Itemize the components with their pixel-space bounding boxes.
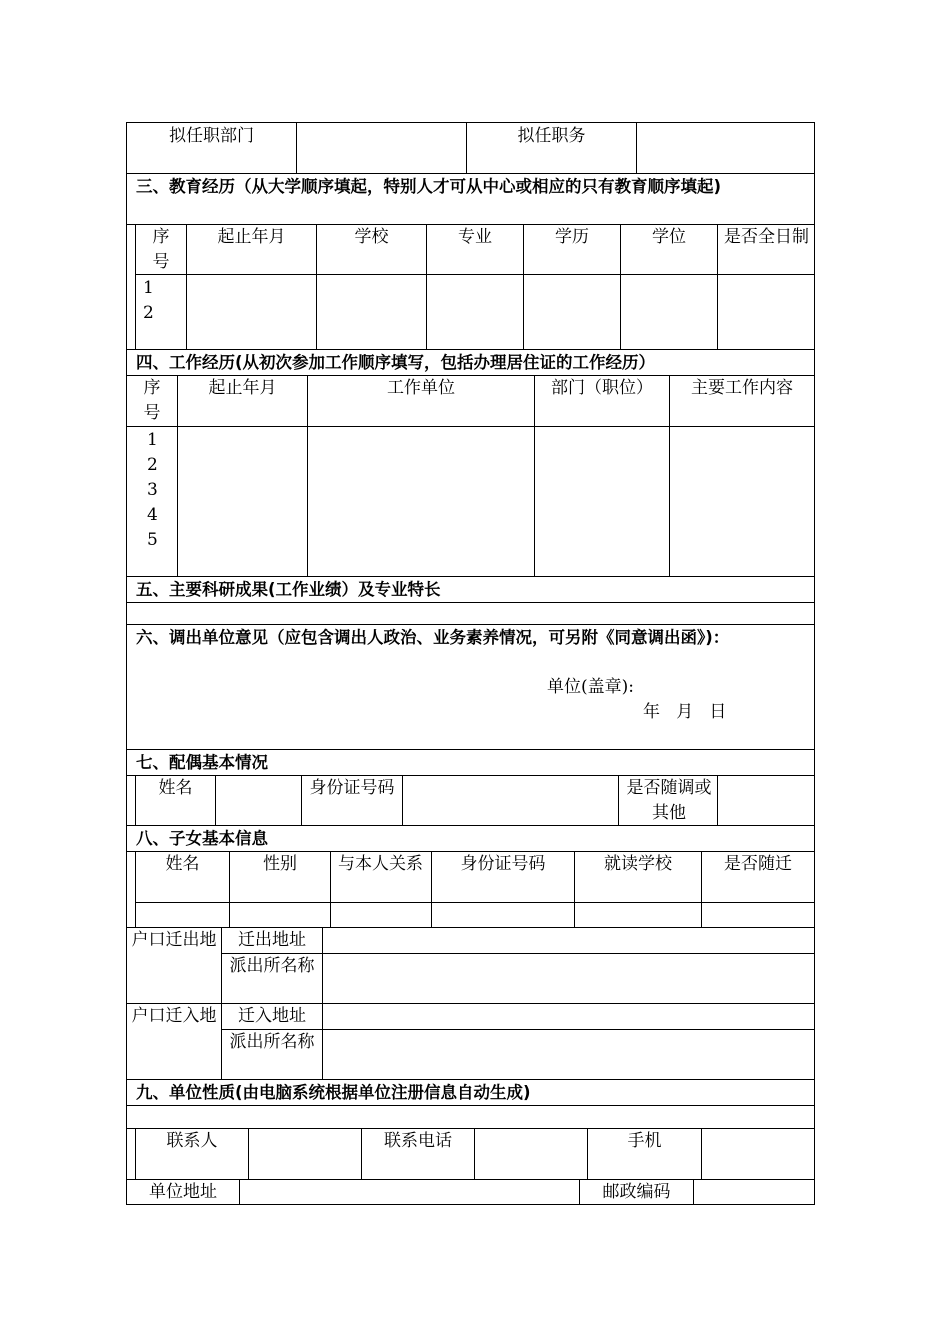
hukou-in-addr-label: 迁入地址 — [238, 1006, 306, 1026]
work-row-2: 2 — [147, 455, 158, 475]
child-col-name: 姓名 — [165, 854, 200, 874]
child-col-id: 身份证号码 — [460, 854, 546, 874]
contact-phone-label: 联系电话 — [384, 1131, 452, 1151]
children-heading: 八、子女基本信息 — [136, 829, 268, 848]
edu-row-2: 2 — [143, 303, 154, 323]
work-row-4: 4 — [147, 505, 158, 525]
date-label: 年 月 日 — [643, 702, 727, 722]
edu-col-index: 序号 — [152, 227, 170, 272]
education-heading: 三、教育经历（从大学顺序填起，特别人才可从中心或相应的只有教育顺序填起) — [136, 177, 722, 196]
edu-row-1: 1 — [143, 278, 154, 298]
work-col-content: 主要工作内容 — [691, 378, 793, 398]
mobile-label: 手机 — [627, 1131, 662, 1151]
work-row-3: 3 — [147, 480, 158, 500]
hukou-out-addr-label: 迁出地址 — [238, 930, 306, 950]
seal-label: 单位(盖章): — [547, 677, 634, 697]
edu-col-period: 起止年月 — [217, 227, 286, 247]
hukou-out-police-label: 派出所名称 — [229, 956, 315, 976]
work-row-5: 5 — [147, 530, 158, 550]
spouse-name-label: 姓名 — [158, 778, 193, 798]
work-col-index: 序号 — [143, 378, 161, 423]
hukou-out-label: 户口迁出地 — [131, 930, 217, 950]
unit-address-label: 单位地址 — [149, 1182, 217, 1202]
work-heading: 四、工作经历(从初次参加工作顺序填写，包括办理居住证的工作经历） — [136, 353, 656, 372]
achievements-heading: 五、主要科研成果(工作业绩）及专业特长 — [136, 580, 441, 599]
work-col-dept: 部门（职位） — [551, 378, 653, 398]
hukou-in-label: 户口迁入地 — [131, 1006, 217, 1026]
child-col-school: 就读学校 — [604, 854, 672, 874]
child-col-follow: 是否随迁 — [724, 854, 792, 874]
hukou-in-police-label: 派出所名称 — [229, 1032, 315, 1052]
edu-col-education: 学历 — [555, 227, 589, 247]
work-row-1: 1 — [147, 430, 158, 450]
child-col-relation: 与本人关系 — [338, 854, 423, 874]
contact-person-label: 联系人 — [166, 1131, 218, 1151]
edu-col-school: 学校 — [354, 227, 389, 247]
spouse-id-label: 身份证号码 — [309, 778, 395, 798]
work-col-employer: 工作单位 — [387, 378, 455, 398]
transfer-opinion-heading: 六、调出单位意见（应包含调出人政治、业务素养情况，可另附《同意调出函》)： — [136, 628, 730, 647]
postcode-label: 邮政编码 — [602, 1182, 671, 1202]
spouse-follow-label: 是否随调或其他 — [626, 778, 712, 823]
child-col-gender: 性别 — [263, 854, 297, 874]
work-col-period: 起止年月 — [208, 378, 277, 398]
unit-heading: 九、单位性质(由电脑系统根据单位注册信息自动生成) — [136, 1083, 531, 1102]
edu-col-fulltime: 是否全日制 — [724, 227, 809, 247]
edu-col-degree: 学位 — [652, 227, 686, 247]
dept-label: 拟任职部门 — [169, 126, 254, 146]
post-label: 拟任职务 — [517, 126, 586, 146]
spouse-heading: 七、配偶基本情况 — [136, 753, 268, 772]
edu-col-major: 专业 — [458, 227, 492, 247]
